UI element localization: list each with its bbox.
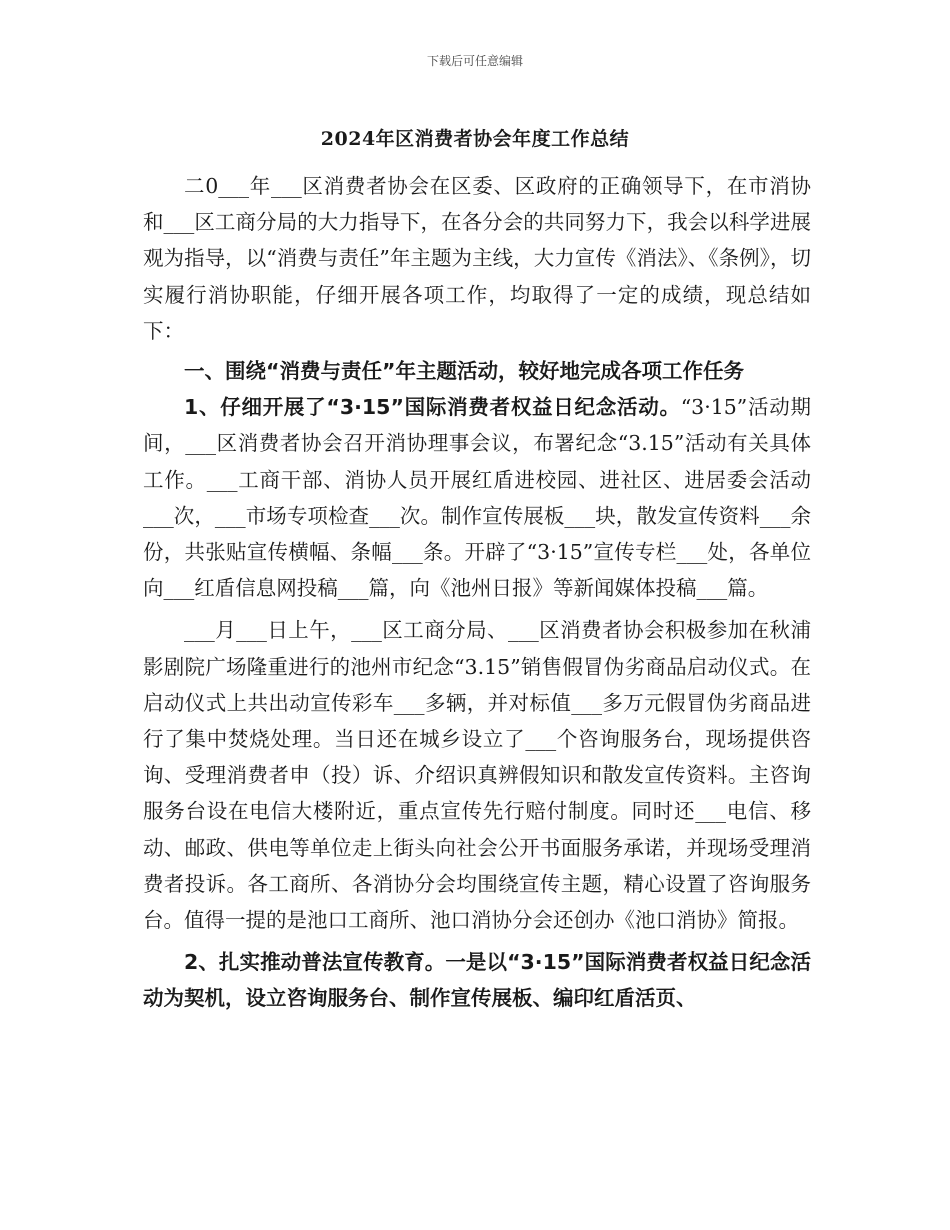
paragraph-2: ___月___日上午，___区工商分局、___区消费者协会积极参加在秋浦影剧院广场隆重进行的池州市纪念“3.15”销售假冒伪劣商品启动仪式。在启动仪式上共出动宣传彩车___多辆，并对标值___多万元假冒伪劣商品进行了集中焚烧处理。当日还在城乡设立了___个咨询服务台，现场提供咨询、受理消费者申（投）诉、介绍识真辨假知识和散发宣传资料。主咨询服务台设在电信大楼附近，重点宣传先行赔付制度。同时还___电信、移动、邮政、供电等单位走上街头向社会公开书面服务承诺，并现场受理消费者投诉。各工商所、各消协分会均围绕宣传主题，精心设置了咨询服务台。值得一提的是池口工商所、池口消协分会还创办《池口消协》简报。	[143, 618, 811, 933]
document-body	[143, 168, 811, 1017]
item2-paragraph: 2、扎实推动普法宣传教育。一是以“3·15”国际消费者权益日纪念活动为契机，设立咨询服务台、制作宣传展板、编印红盾活页、	[143, 950, 811, 1011]
intro-paragraph: 二0___年___区消费者协会在区委、区政府的正确领导下，在市消协和___区工商分局的大力指导下，在各分会的共同努力下，我会以科学进展观为指导，以“消费与责任”年主题为主线，大力宣传《消法》、《条例》，切实履行消协职能，仔细开展各项工作，均取得了一定的成绩，现总结如下：	[143, 174, 811, 343]
header-note: 下载后可任意编辑	[426, 54, 523, 68]
item1-body: “3·15”活动期间，___区消费者协会召开消协理事会议，布署纪念“3.15”活动有关具体工作。___工商干部、消协人员开展红盾进校园、进社区、进居委会活动___次，___市场专项检查___次。制作宣传展板___块，散发宣传资料___余份，共张贴宣传横幅、条幅___条。开辟了“3·15”宣传专栏___处，各单位向___红盾信息网投稿___篇，向《池州日报》等新闻媒体投稿___篇。	[143, 395, 811, 601]
item1-paragraph	[143, 389, 811, 606]
item1-lead: 1、仔细开展了“3·15”国际消费者权益日纪念活动。	[184, 395, 681, 420]
section-heading: 一、围绕“消费与责任”年主题活动，较好地完成各项工作任务	[184, 359, 744, 384]
document-title: 2024年区消费者协会年度工作总结	[320, 128, 630, 150]
